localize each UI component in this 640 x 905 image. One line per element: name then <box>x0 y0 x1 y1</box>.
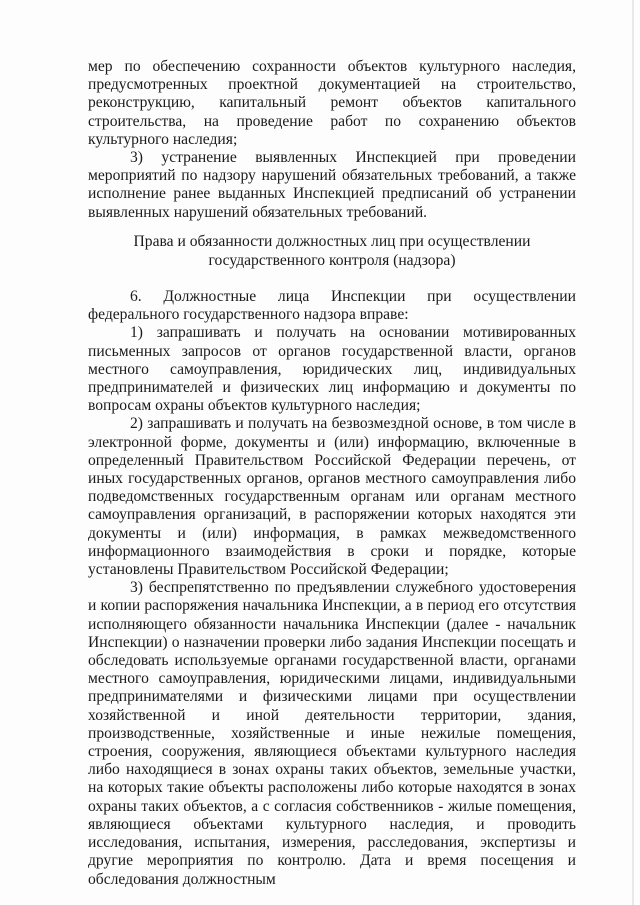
section-heading <box>88 232 576 270</box>
paragraph-continuation: мер по обеспечению сохранности объектов культурного наследия, предусмотренных проектной документацией на строительство, реконструкцию, капитальный ремонт объектов капитального строительства, на проведение работ по сохранению объектов культурного наследия; <box>88 58 576 148</box>
paragraph-item-3-inspection: 3) беспрепятственно по предъявлении служебного удостоверения и копии распоряжения начальника Инспекции, а в период его отсутствия исполняющего обязанности начальника Инспекции (далее - начальник Инспекции) о назначении проверки либо задания Инспекции посещать и обследовать используемые органами государственной власти, органами местного самоуправления, юридическими лицами, индивидуальными предпринимателями и физическими лицами при осуществлении хозяйственной и иной деятельности территории, здания, производственные, хозяйственные и иные нежилые помещения, строения, сооружения, являющиеся объектами культурного наследия либо находящиеся в зонах охраны таких объектов, земельные участки, на которых такие объекты расположены либо которые находятся в зонах охраны таких объектов, а с согласия собственников - жилые помещения, являющиеся объектами культурного наследия, и проводить исследования, испытания, измерения, расследования, экспертизы и другие мероприятия по контролю. Дата и время посещения и обследования должностным <box>88 579 576 888</box>
section-heading-line-2: государственного контроля (надзора) <box>208 252 456 269</box>
paragraph-item-1-request: 1) запрашивать и получать на основании мотивированных письменных запросов от органов государственной власти, органов местного самоуправления, юридических лиц, индивидуальных предпринимателей и физических лиц информацию и документы по вопросам охраны объектов культурного наследия; <box>88 324 576 415</box>
section-heading-line-1: Права и обязанности должностных лиц при осуществлении <box>133 233 531 250</box>
paragraph-item-2-request-free: 2) запрашивать и получать на безвозмездной основе, в том числе в электронной форме, документы и (или) информацию, включенные в определенный Правительством Российской Федерации перечень, от иных государственных органов, органов местного самоуправления либо подведомственных государственным органам или органам местного самоуправления организаций, в распоряжении которых находятся эти документы и (или) информация, в рамках межведомственного информационного взаимодействия в сроки и порядке, которые установлены Правительством Российской Федерации; <box>88 415 576 579</box>
text-block-main <box>88 288 576 889</box>
paragraph-item-3-elimination: 3) устранение выявленных Инспекцией при проведении мероприятий по надзору нарушений обязательных требований, а также исполнение ранее выданных Инспекцией предписаний об устранении выявленных нарушений обязательных требований. <box>88 149 576 221</box>
scan-edge-shadow <box>632 0 634 905</box>
text-block-top <box>88 58 576 222</box>
paragraph-6-intro: 6. Должностные лица Инспекции при осуществлении федерального государственного надзора вправе: <box>88 288 576 324</box>
